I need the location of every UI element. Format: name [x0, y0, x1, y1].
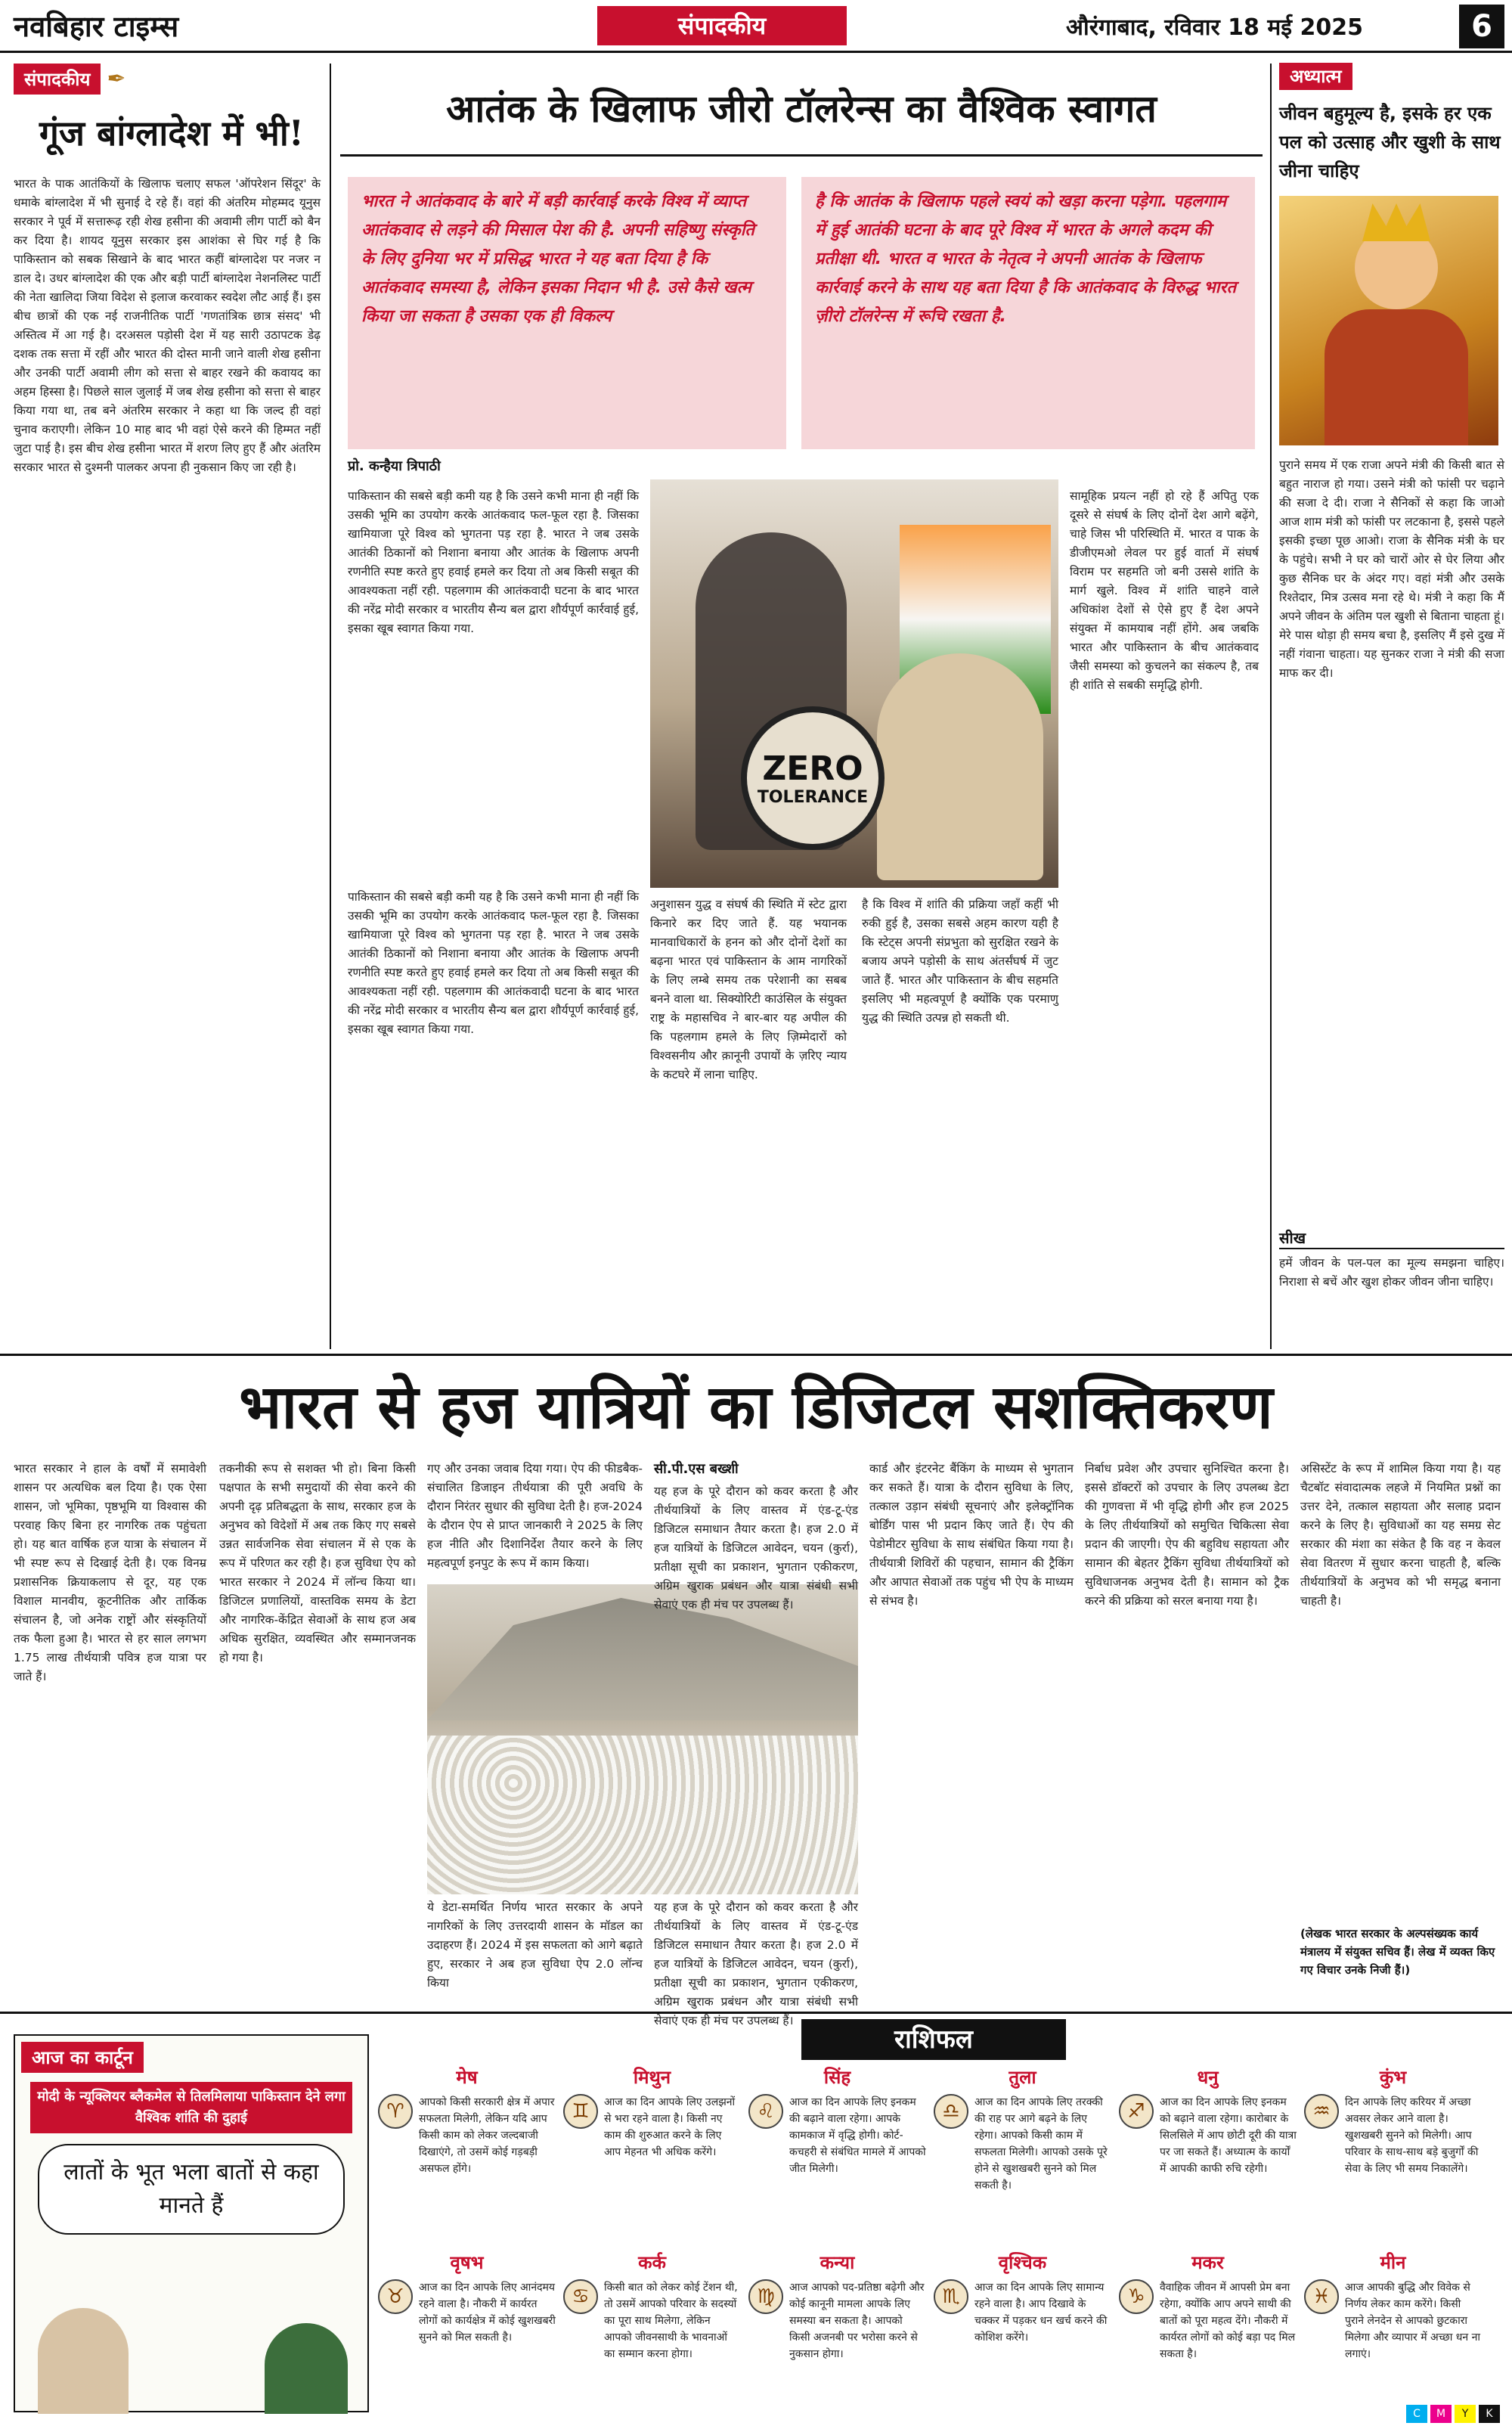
zodiac-text: आज का दिन आपके लिए आनंदमय रहने वाला है। नौकरी में कार्यरत लोगों को कार्यक्षेत्र में कोई खुशखबरी सुनने को मिल सकती है। — [419, 2282, 556, 2344]
hajj-author: सी.पी.एस बख्शी — [654, 1461, 739, 1477]
hajj-col4: यह हज के पूरे दौरान को कवर करता है और तीर्थयात्रियों के लिए वास्तव में एंड-टू-एंड डिजिटल समाधान तैयार करता है। हज 2.0 में हज यात्रियों के डिजिटल आवेदन, चयन (कुर्रा), प्रतीक्षा सूची का प्रकाशन, भुगतान एकीकरण, अग्रिम खुराक प्रबंधन और यात्रा संबंधी सभी सेवाएं एक ही मंच पर उपलब्ध हैं। — [654, 1484, 858, 1612]
zodiac-sign-icon: ♈ — [378, 2094, 413, 2129]
zodiac-name: कन्या — [820, 2252, 855, 2273]
zodiac-sign-icon: ♏ — [934, 2279, 968, 2314]
zodiac-card — [563, 2064, 741, 2235]
zodiac-text: आज का दिन आपके लिए सामान्य रहने वाला है। आप दिखावे के चक्कर में पड़कर धन खर्च करने की कोशिश करेंगे। — [974, 2282, 1108, 2344]
zodiac-text: आपको किसी सरकारी क्षेत्र में अपार सफलता मिलेगी, लेकिन यदि आप किसी काम को लेकर जल्दबाजी दिखाएंगे, तो उसमें कोई गड़बड़ी असफल होंगे। — [419, 2096, 555, 2175]
main-headline: आतंक के खिलाफ जीरो टॉलरेन्स का वैश्विक स्वागत — [446, 86, 1157, 131]
lesson-text: हमें जीवन के पल-पल का मूल्य समझना चाहिए। निराशा से बचें और खुश होकर जीवन जीना चाहिए। — [1279, 1256, 1504, 1289]
zodiac-text: आज का दिन आपके लिए इनकम को बढ़ाने वाला रहेगा। कारोबार के सिलसिले में आप छोटी दूरी की यात्रा पर जा सकते हैं। अध्यात्म के कार्यों में आपकी काफी रुचि रहेगी। — [1160, 2096, 1297, 2175]
hajj-col5: कार्ड और इंटरनेट बैंकिंग के माध्यम से भुगतान कर सकते हैं। यात्रा के दौरान सुविधा के लिए, तत्काल उड़ान संबंधी सूचनाएं और इलेक्ट्रॉनिक बोर्डिंग पास भी प्रदान किए जाते हैं। ऐप की पेडोमीटर सुविधा के साथ संबंधित किया गया है। तीर्थयात्री शिविरों की पहचान, सामान की ट्रैकिंग और आपात सेवाओं तक पहुंच भी ऐप के माध्यम से संभव है। — [869, 1462, 1074, 1608]
section-divider — [0, 1354, 1512, 1356]
zodiac-sign-icon: ♍ — [748, 2279, 783, 2314]
section-label: संपादकीय — [597, 6, 847, 45]
hajj-note: (लेखक भारत सरकार के अल्पसंख्यक कार्य मंत्रालय में संयुक्त सचिव हैं। लेख में व्यक्त किए गए विचार उनके निजी हैं।) — [1300, 1927, 1495, 1977]
section-divider-2 — [0, 2012, 1512, 2014]
page-number: 6 — [1459, 5, 1504, 48]
main-editorial — [340, 64, 1263, 1349]
zodiac-card — [1304, 2250, 1482, 2420]
zodiac-name: कुंभ — [1379, 2067, 1407, 2088]
color-y: Y — [1455, 2405, 1476, 2423]
cartoon-tag: आज का कार्टून — [21, 2042, 144, 2073]
rashifal-section — [378, 2019, 1504, 2420]
zero-tolerance-image — [650, 479, 1058, 888]
zodiac-name: मकर — [1191, 2252, 1224, 2273]
zodiac-card — [378, 2250, 556, 2420]
zodiac-text: वैवाहिक जीवन में आपसी प्रेम बना रहेगा, क्योंकि आप अपने साथी की बातों को पूरा महत्व देंगे। नौकरी में कार्यरत लोगों को कोई बड़ा पद मिल सकता है। — [1160, 2282, 1296, 2360]
zodiac-sign-icon: ♒ — [1304, 2094, 1339, 2129]
zodiac-card — [563, 2250, 741, 2420]
lesson-label: सीख — [1279, 1227, 1504, 1249]
left-editorial — [14, 64, 331, 1349]
crowd-shape — [427, 1736, 858, 1894]
zodiac-card — [1304, 2064, 1482, 2235]
zodiac-card — [748, 2064, 926, 2235]
king-robe — [1325, 309, 1468, 445]
badge-line-2: TOLERANCE — [757, 788, 869, 807]
dateline: औरंगाबाद, रविवार 18 मई 2025 — [1066, 14, 1363, 41]
zodiac-card — [1119, 2250, 1297, 2420]
main-body-col1: पाकिस्तान की सबसे बड़ी कमी यह है कि उसने कभी माना ही नहीं कि उसकी भूमि का उपयोग करके आतंकवाद फल-फूल रहा है. जिसका खामियाजा पूरे विश्व को भुगतना पड़ रहा है. भारत ने जब उसके आतंकी ठिकानों को निशाना बनाया और आतंक के खिलाफ अपनी रणनीति स्पष्ट करते हुए हवाई हमले कर दिया तो अब किसी सबूत की आवश्यकता नहीं रही. पहलगाम की आतंकवादी घटना के बाद भारत की नरेंद्र मोदी सरकार व भारतीय सैन्य बल द्वारा शौर्यपूर्ण कार्रवाई हुई, इसका खूब स्वागत किया गया. — [348, 489, 639, 635]
zodiac-card — [934, 2250, 1111, 2420]
adhyatma-tag: अध्यात्म — [1279, 63, 1352, 90]
author-byline: प्रो. कन्हैया त्रिपाठी — [348, 458, 441, 474]
zodiac-text: दिन आपके लिए करियर में अच्छा अवसर लेकर आने वाला है। खुशखबरी सुनने को मिलेगी। आप परिवार के साथ-साथ बड़े बुजुर्गों की सेवा के लिए भी समय निकालेंगे। — [1345, 2096, 1479, 2175]
zero-tolerance-badge — [741, 706, 885, 850]
king-illustration — [1279, 196, 1498, 445]
hajj-col4b: यह हज के पूरे दौरान को कवर करता है और तीर्थयात्रियों के लिए वास्तव में एंड-टू-एंड डिजिटल समाधान तैयार करता है। हज 2.0 में हज यात्रियों के डिजिटल आवेदन, चयन (कुर्रा), प्रतीक्षा सूची का प्रकाशन, भुगतान एकीकरण, अग्रिम खुराक प्रबंधन और यात्रा संबंधी सभी सेवाएं एक ही मंच पर उपलब्ध हैं। — [654, 1900, 858, 2027]
zodiac-card — [934, 2064, 1111, 2235]
zodiac-name: कर्क — [638, 2252, 666, 2273]
hajj-col1: भारत सरकार ने हाल के वर्षों में समावेशी शासन पर अत्यधिक बल दिया है। एक ऐसा शासन, जो भूमिका, पृष्ठभूमि या विश्वास की परवाह किए बिना हर नागरिक तक पहुंचता हो। यह बात वार्षिक हज यात्रा के संचालन में भी स्पष्ट रूप से दिखाई देती है। एक विनम्र प्रशासनिक क्रियाकलाप से दूर, यह एक विशाल मानवीय, कूटनीतिक और तार्किक संचालन है, जो अनेक राष्ट्रों और संस्कृतियों तक फैला हुआ है। भारत से हर साल लगभग 1.75 लाख तीर्थयात्री पवित्र हज यात्रा पर जाते हैं। — [14, 1462, 206, 1683]
zodiac-sign-icon: ♑ — [1119, 2279, 1154, 2314]
pull-quote-right: है कि आतंक के खिलाफ पहले स्वयं को खड़ा करना पड़ेगा. पहलगाम में हुई आतंकी घटना के बाद पूरे विश्व में भारत के अगले कदम की प्रतीक्षा थी. भारत व भारत के नेतृत्व ने अपनी आतंक के खिलाफ कार्रवाई करने के साथ यह बता दिया है कि आतंकवाद के विरुद्ध भारत ज़ीरो टॉलरेन्स में रूचि रखता है. — [801, 177, 1255, 449]
zodiac-name: मेष — [456, 2067, 478, 2088]
hajj-headline: भारत से हज यात्रियों का डिजिटल सशक्तिकरण — [239, 1371, 1273, 1442]
zodiac-text: किसी बात को लेकर कोई टेंशन थी, तो उसमें आपको परिवार के सदस्यों का पूरा साथ मिलेगा, लेकिन आपको जीवनसाथी के भावनाओं का सम्मान करना होगा। — [604, 2282, 738, 2360]
hajj-pilgrims-photo — [427, 1584, 858, 1894]
quill-icon: ✒ — [107, 66, 126, 92]
masthead — [0, 0, 1512, 53]
cartoon-banner: मोदी के न्यूक्लियर ब्लैकमेल से तिलमिलाया पाकिस्तान देने लगा वैश्विक शांति की दुहाई — [30, 2082, 352, 2133]
zodiac-sign-icon: ♉ — [378, 2279, 413, 2314]
crown-icon — [1362, 203, 1430, 241]
editorial-body: भारत के पाक आतंकियों के खिलाफ चलाए सफल 'ऑपरेशन सिंदूर' के धमाके बांग्लादेश में भी सुनाई दे रहे हैं। वहां की अंतरिम मोहम्मद यूनुस सरकार ने पूर्व में सत्तारूढ़ रही शेख हसीना की अवामी लीग पार्टी को बैन कर दिया है। शायद यूनुस सरकार इस आशंका से घिर गई है कि पाकिस्तान को सबक सिखाने के बाद भारत कहीं बांग्लादेश पर नजर न डाल दे। उधर बांग्लादेश की एक और बड़ी पार्टी बांग्लादेश नेशनलिस्ट पार्टी की नेता खालिदा जिया विदेश से इलाज करवाकर स्वदेश लौट आई हैं। इस बीच छात्रों की एक नई राजनीतिक पार्टी 'गणतांत्रिक छात्र संसद' भी अस्तित्व में आ गई है। दरअसल पड़ोसी देश में यह सारी उठापटक डेढ़ दशक तक सत्ता में रहीं और भारत की दोस्त मानी जाने वाली शेख हसीना और उनकी पार्टी अवामी लीग को सत्ता से बाहर रखने की कवायद का अहम हिस्सा है। पिछले साल जुलाई में जब शेख हसीना को सत्ता से बाहर किया गया था, तब बने अंतरिम सरकार ने कहा था कि जल्द ही वहां चुनाव कराएगी। लेकिन 10 माह बाद भी वहां ऐसे करने की हिम्मत नहीं जुटा पाई है। इस बीच शेख हसीना भारत में शरण लिए हुए हैं और अंतरिम सरकार भारत से दुश्मनी पालकर अपना ही नुकसान किए जा रही है। — [14, 177, 321, 474]
zodiac-name: सिंह — [823, 2067, 851, 2088]
hajj-col6: निर्बाध प्रवेश और उपचार सुनिश्चित करना है। इससे डॉक्टरों को उपचार के लिए उपलब्ध डेटा की गुणवत्ता में भी वृद्धि होगी और हज 2025 के लिए तीर्थयात्रियों को समुचित चिकित्सा सेवा प्रदान की जाएगी। ऐप की बहुविध सहायता और सामान की बेहतर ट्रैकिंग सुविधा तीर्थयात्रियों को सुविधाजनक अनुभव देती है। सामान को ट्रैक करने की प्रक्रिया को सरल बनाया गया है। — [1085, 1462, 1289, 1608]
main-body-col1b: पाकिस्तान की सबसे बड़ी कमी यह है कि उसने कभी माना ही नहीं कि उसकी भूमि का उपयोग करके आतंकवाद फल-फूल रहा है. जिसका खामियाजा पूरे विश्व को भुगतना पड़ रहा है. भारत ने जब उसके आतंकी ठिकानों को निशाना बनाया और आतंक के खिलाफ अपनी रणनीति स्पष्ट करते हुए हवाई हमले कर दिया तो अब किसी सबूत की आवश्यकता नहीं रही. पहलगाम की आतंकवादी घटना के बाद भारत की नरेंद्र मोदी सरकार व भारतीय सैन्य बल द्वारा शौर्यपूर्ण कार्रवाई हुई, इसका खूब स्वागत किया गया. — [348, 890, 639, 1036]
cartoon-box — [14, 2034, 369, 2412]
adhyatma-headline: जीवन बहुमूल्य है, इसके हर एक पल को उत्साह और खुशी के साथ जीना चाहिए — [1279, 103, 1501, 181]
hajj-col3b: ये डेटा-समर्थित निर्णय भारत सरकार के अपने नागरिकों के लिए उत्तरदायी शासन के मॉडल का उदाहरण हैं। 2024 में इस सफलता को आगे बढ़ाते हुए, सरकार ने अब हज सुविधा ऐप 2.0 लॉन्च किया — [427, 1900, 643, 1990]
hajj-col7: असिस्टेंट के रूप में शामिल किया गया है। यह चैटबॉट संवादात्मक लहजे में नियमित प्रश्नों का उत्तर देने, तत्काल सहायता और सलाह प्रदान करने के लिए है। सुविधाओं का यह समग्र सेट सरकार की मंशा का संकेत है कि वह न केवल सेवा वितरण में सुधार करना चाहती है, बल्कि तीर्थयात्रियों के अनुभव को भी समृद्ध बनाना चाहती है। — [1300, 1462, 1501, 1608]
paper-name: नवबिहार टाइम्स — [14, 9, 179, 43]
rashifal-title: राशिफल — [801, 2019, 1066, 2060]
color-strip — [1406, 2405, 1500, 2423]
zodiac-sign-icon: ♋ — [563, 2279, 598, 2314]
zodiac-name: वृश्चिक — [998, 2252, 1047, 2273]
color-k: K — [1479, 2405, 1500, 2423]
badge-line-1: ZERO — [762, 749, 863, 788]
color-m: M — [1430, 2405, 1452, 2423]
zodiac-name: धनु — [1197, 2067, 1219, 2088]
cartoon-figure-right — [265, 2323, 348, 2414]
main-body-col2: अनुशासन युद्ध व संघर्ष की स्थिति में स्टेट द्वारा किनारे कर दिए जाते हैं. यह भयानक मानवाधिकारों के हनन को और दोनों देशों का बढ़ना भारत एवं पाकिस्तान के आम नागरिकों के लिए लम्बे समय तक परेशानी का सबब बनने वाला था. सिक्योरिटी काउंसिल के संयुक्त राष्ट्र के महासचिव ने बार-बार यह अपील की कि पहलगाम हमले के लिए ज़िम्मेदारों को विश्वसनीय और क़ानूनी उपायों के ज़रिए न्याय के कटघरे में लाना चाहिए. — [650, 898, 847, 1081]
main-body-col4: सामूहिक प्रयत्न नहीं हो रहे हैं अपितु एक दूसरे से संघर्ष के लिए दोनों देश आगे बढ़ेंगे, चाहे जिस भी परिस्थिति में. भारत व पाक के डीजीएमओ लेवल पर हुई वार्ता में संघर्ष विराम पर सहमति जो बनी उससे शांति के मार्ग खुले. विश्व में शांति चाहने वाले अधिकांश देशों से ऐसे हुए हैं देश अपने संयुक्त में कामयाब नहीं होंगे. अब जबकि भारत और पाकिस्तान के बीच आतंकवाद जैसी समस्या को कुचलने का संकल्प है, तब ही शांति से सबकी समृद्धि होगी. — [1070, 489, 1259, 692]
zodiac-card — [748, 2250, 926, 2420]
zodiac-name: वृषभ — [450, 2252, 484, 2273]
divider — [340, 154, 1263, 157]
adhyatma-column — [1270, 64, 1504, 1349]
zodiac-text: आज आपको पद-प्रतिष्ठा बढ़ेगी और कोई कानूनी मामला आपके लिए समस्या बन सकता है। आपको किसी अजनबी पर भरोसा करने से नुकसान होगा। — [789, 2282, 925, 2360]
zodiac-name: मीन — [1380, 2252, 1406, 2273]
zodiac-text: आज का दिन आपके लिए उलझनों से भरा रहने वाला है। किसी नए काम की शुरुआत करने के लिए आप मेहनत भी अधिक करेंगे। — [604, 2096, 736, 2158]
zodiac-name: मिथुन — [633, 2067, 671, 2088]
hajj-col3: गए और उनका जवाब दिया गया। ऐप की फीडबैक-संचालित डिजाइन तीर्थयात्रा की पूरी अवधि के दौरान निरंतर सुधार की सुविधा देती है। हज-2024 के दौरान ऐप से प्राप्त जानकारी ने 2025 के लिए हज नीति और दिशानिर्देश तैयार करने के लिए महत्वपूर्ण इनपुट के रूप में काम किया। — [427, 1462, 643, 1570]
zodiac-text: आज आपकी बुद्धि और विवेक से निर्णय लेकर काम करेंगे। किसी पुराने लेनदेन से आपको छुटकारा मिलेगा और व्यापार में अच्छा धन ना लगाएं। — [1345, 2282, 1481, 2360]
main-body-col3: है कि विश्व में शांति की प्रक्रिया जहाँ कहीं भी रुकी हुई है, उसका सबसे अहम कारण यही है कि स्टेट्स अपनी संप्रभुता को सुरक्षित रखने के बजाय अपने पड़ोसी के साथ अंतर्संघर्ष में जुट जाते हैं. भारत और पाकिस्तान के बीच सहमति इसलिए भी महत्वपूर्ण है क्योंकि एक परमाणु युद्ध की स्थिति उत्पन्न हो सकती थी. — [862, 898, 1058, 1025]
zodiac-card — [378, 2064, 556, 2235]
zodiac-text: आज का दिन आपके लिए इनकम की बढ़ाने वाला रहेगा। आपके कामकाज में वृद्धि होगी। कोर्ट-कचहरी से संबंधित मामले में आपको जीत मिलेगी। — [789, 2096, 926, 2175]
editorial-headline: गूंज बांग्लादेश में भी! — [39, 113, 304, 154]
pull-quote-left: भारत ने आतंकवाद के बारे में बड़ी कार्रवाई करके विश्व में व्याप्त आतंकवाद से लड़ने की मिसाल पेश की है. अपनी सहिष्णु संस्कृति के लिए दुनिया भर में प्रसिद्ध भारत ने यह बता दिया है कि आतंकवाद समस्या है, लेकिन इसका निदान भी है. उसे कैसे खत्म किया जा सकता है उसका एक ही विकल्प — [348, 177, 786, 449]
zodiac-sign-icon: ♌ — [748, 2094, 783, 2129]
zodiac-sign-icon: ♐ — [1119, 2094, 1154, 2129]
zodiac-card — [1119, 2064, 1297, 2235]
hajj-col2: तकनीकी रूप से सशक्त भी हो। बिना किसी पक्षपात के सभी समुदायों की सेवा करने की अपनी दृढ़ प्रतिबद्धता के साथ, सरकार हज के अनुभव को विदेशों में अब तक किए गए सबसे उन्नत सार्वजनिक सेवा संचालन में से एक के रूप में परिणत कर रही है। हज सुविधा ऐप को भारत सरकार ने 2024 में लॉन्च किया था। डिजिटल प्रणालियों, वास्तविक समय के डेटा और नागरिक-केंद्रित सेवाओं के साथ हज अब अधिक सुरक्षित, व्यवस्थित और सम्मानजनक हो गया है। — [219, 1462, 416, 1664]
color-c: C — [1406, 2405, 1427, 2423]
zodiac-sign-icon: ♓ — [1304, 2279, 1339, 2314]
zodiac-sign-icon: ♊ — [563, 2094, 598, 2129]
speech-bubble: लातों के भूत भला बातों से कहा मानते हैं — [38, 2144, 345, 2235]
adhyatma-body: पुराने समय में एक राजा अपने मंत्री की किसी बात से बहुत नाराज हो गया। उसने मंत्री को फांसी पर चढ़ाने की सजा दे दी। राजा ने सैनिकों से कहा कि जाओ आज शाम मंत्री को फांसी पर लटकाना है, इससे पहले इसकी इच्छा पूछ आओ। राजा के सैनिक मंत्री के घर के पहुंचे। सभी ने घर को चारों ओर से घेर लिया और कुछ सैनिक घर के अंदर गए। वहां मंत्री और उसके रिश्तेदार, मित्र उत्सव मना रहे थे। मंत्री ने कहा कि मैं अपने जीवन के अंतिम पल खुशी से बिताना चाहता हूं। मेरे पास थोड़ा ही समय बचा है, इसलिए मैं इसे दुख में नहीं गंवाना चाहता। यह सुनकर राजा ने मंत्री की सजा माफ कर दी। — [1279, 458, 1504, 680]
zodiac-sign-icon: ♎ — [934, 2094, 968, 2129]
editorial-tag: संपादकीय — [14, 64, 101, 95]
zodiac-name: तुला — [1009, 2067, 1036, 2088]
person-figure — [877, 653, 1043, 880]
cartoon-figure-left — [38, 2308, 129, 2414]
zodiac-text: आज का दिन आपके लिए तरक्की की राह पर आगे बढ़ने के लिए रहेगा। आपको किसी काम में सफलता मिलेगी। आपको उसके पूरे होने से खुशखबरी सुनने को मिल सकती है। — [974, 2096, 1108, 2192]
